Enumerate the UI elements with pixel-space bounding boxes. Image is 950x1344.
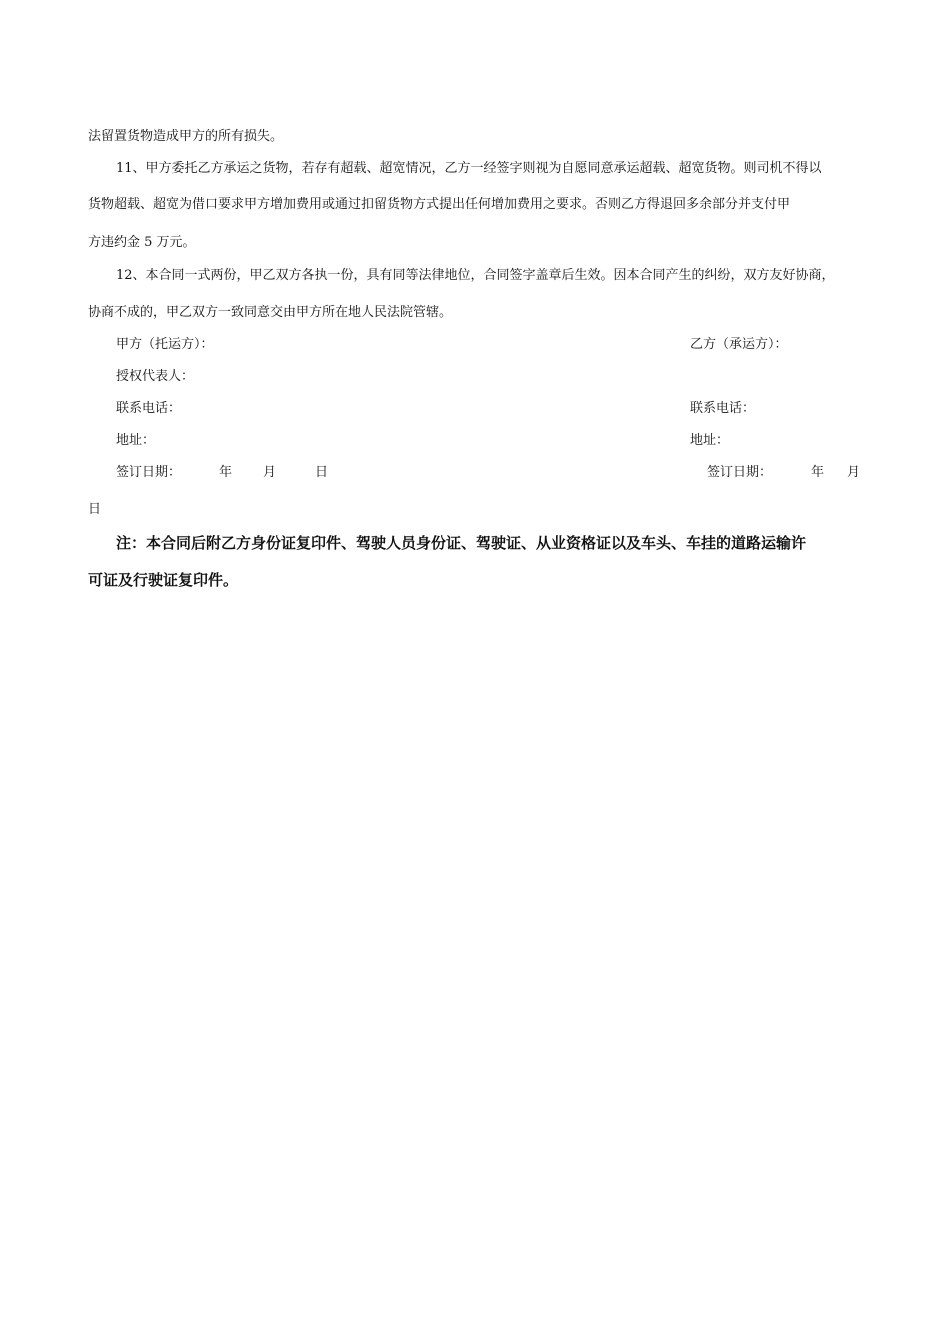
attachment-note-line-1: 注：本合同后附乙方身份证复印件、驾驶人员身份证、驾驶证、从业资格证以及车头、车挂的道路运输许 <box>116 534 807 552</box>
clause-11-line-2: 货物超载、超宽为借口要求甲方增加费用或通过扣留货物方式提出任何增加费用之要求。否则乙方得退回多余部分并支付甲 <box>88 197 791 212</box>
party-a-date-month: 月 <box>263 465 277 480</box>
party-a-address-label: 地址： <box>116 433 156 448</box>
party-a-representative-label: 授权代表人： <box>116 369 195 384</box>
party-a-title: 甲方（托运方）： <box>116 337 214 352</box>
attachment-note-line-2: 可证及行驶证复印件。 <box>88 571 239 589</box>
clause-10-tail: 法留置货物造成甲方的所有损失。 <box>88 129 284 144</box>
party-b-date-day: 日 <box>88 502 102 517</box>
party-b-phone-label: 联系电话： <box>690 401 756 416</box>
party-a-date-label: 签订日期： <box>116 465 182 480</box>
clause-11-line-1: 11、甲方委托乙方承运之货物，若存有超载、超宽情况，乙方一经签字则视为自愿同意承运超载、超宽货物。则司机不得以 <box>116 161 822 176</box>
clause-12-line-2: 协商不成的，甲乙双方一致同意交由甲方所在地人民法院管辖。 <box>88 305 453 320</box>
party-b-date-month: 月 <box>847 465 861 480</box>
party-b-address-label: 地址： <box>690 433 730 448</box>
clause-12-line-1: 12、本合同一式两份，甲乙双方各执一份，具有同等法律地位，合同签字盖章后生效。因本合同产生的纠纷，双方友好协商， <box>116 268 835 283</box>
clause-11-line-3: 方违约金 5 万元。 <box>88 235 196 250</box>
party-b-date-year: 年 <box>811 465 825 480</box>
party-b-title: 乙方（承运方）： <box>690 337 788 352</box>
party-b-date-label: 签订日期： <box>707 465 773 480</box>
party-a-date-year: 年 <box>219 465 233 480</box>
party-a-date-day: 日 <box>315 465 329 480</box>
party-a-phone-label: 联系电话： <box>116 401 182 416</box>
